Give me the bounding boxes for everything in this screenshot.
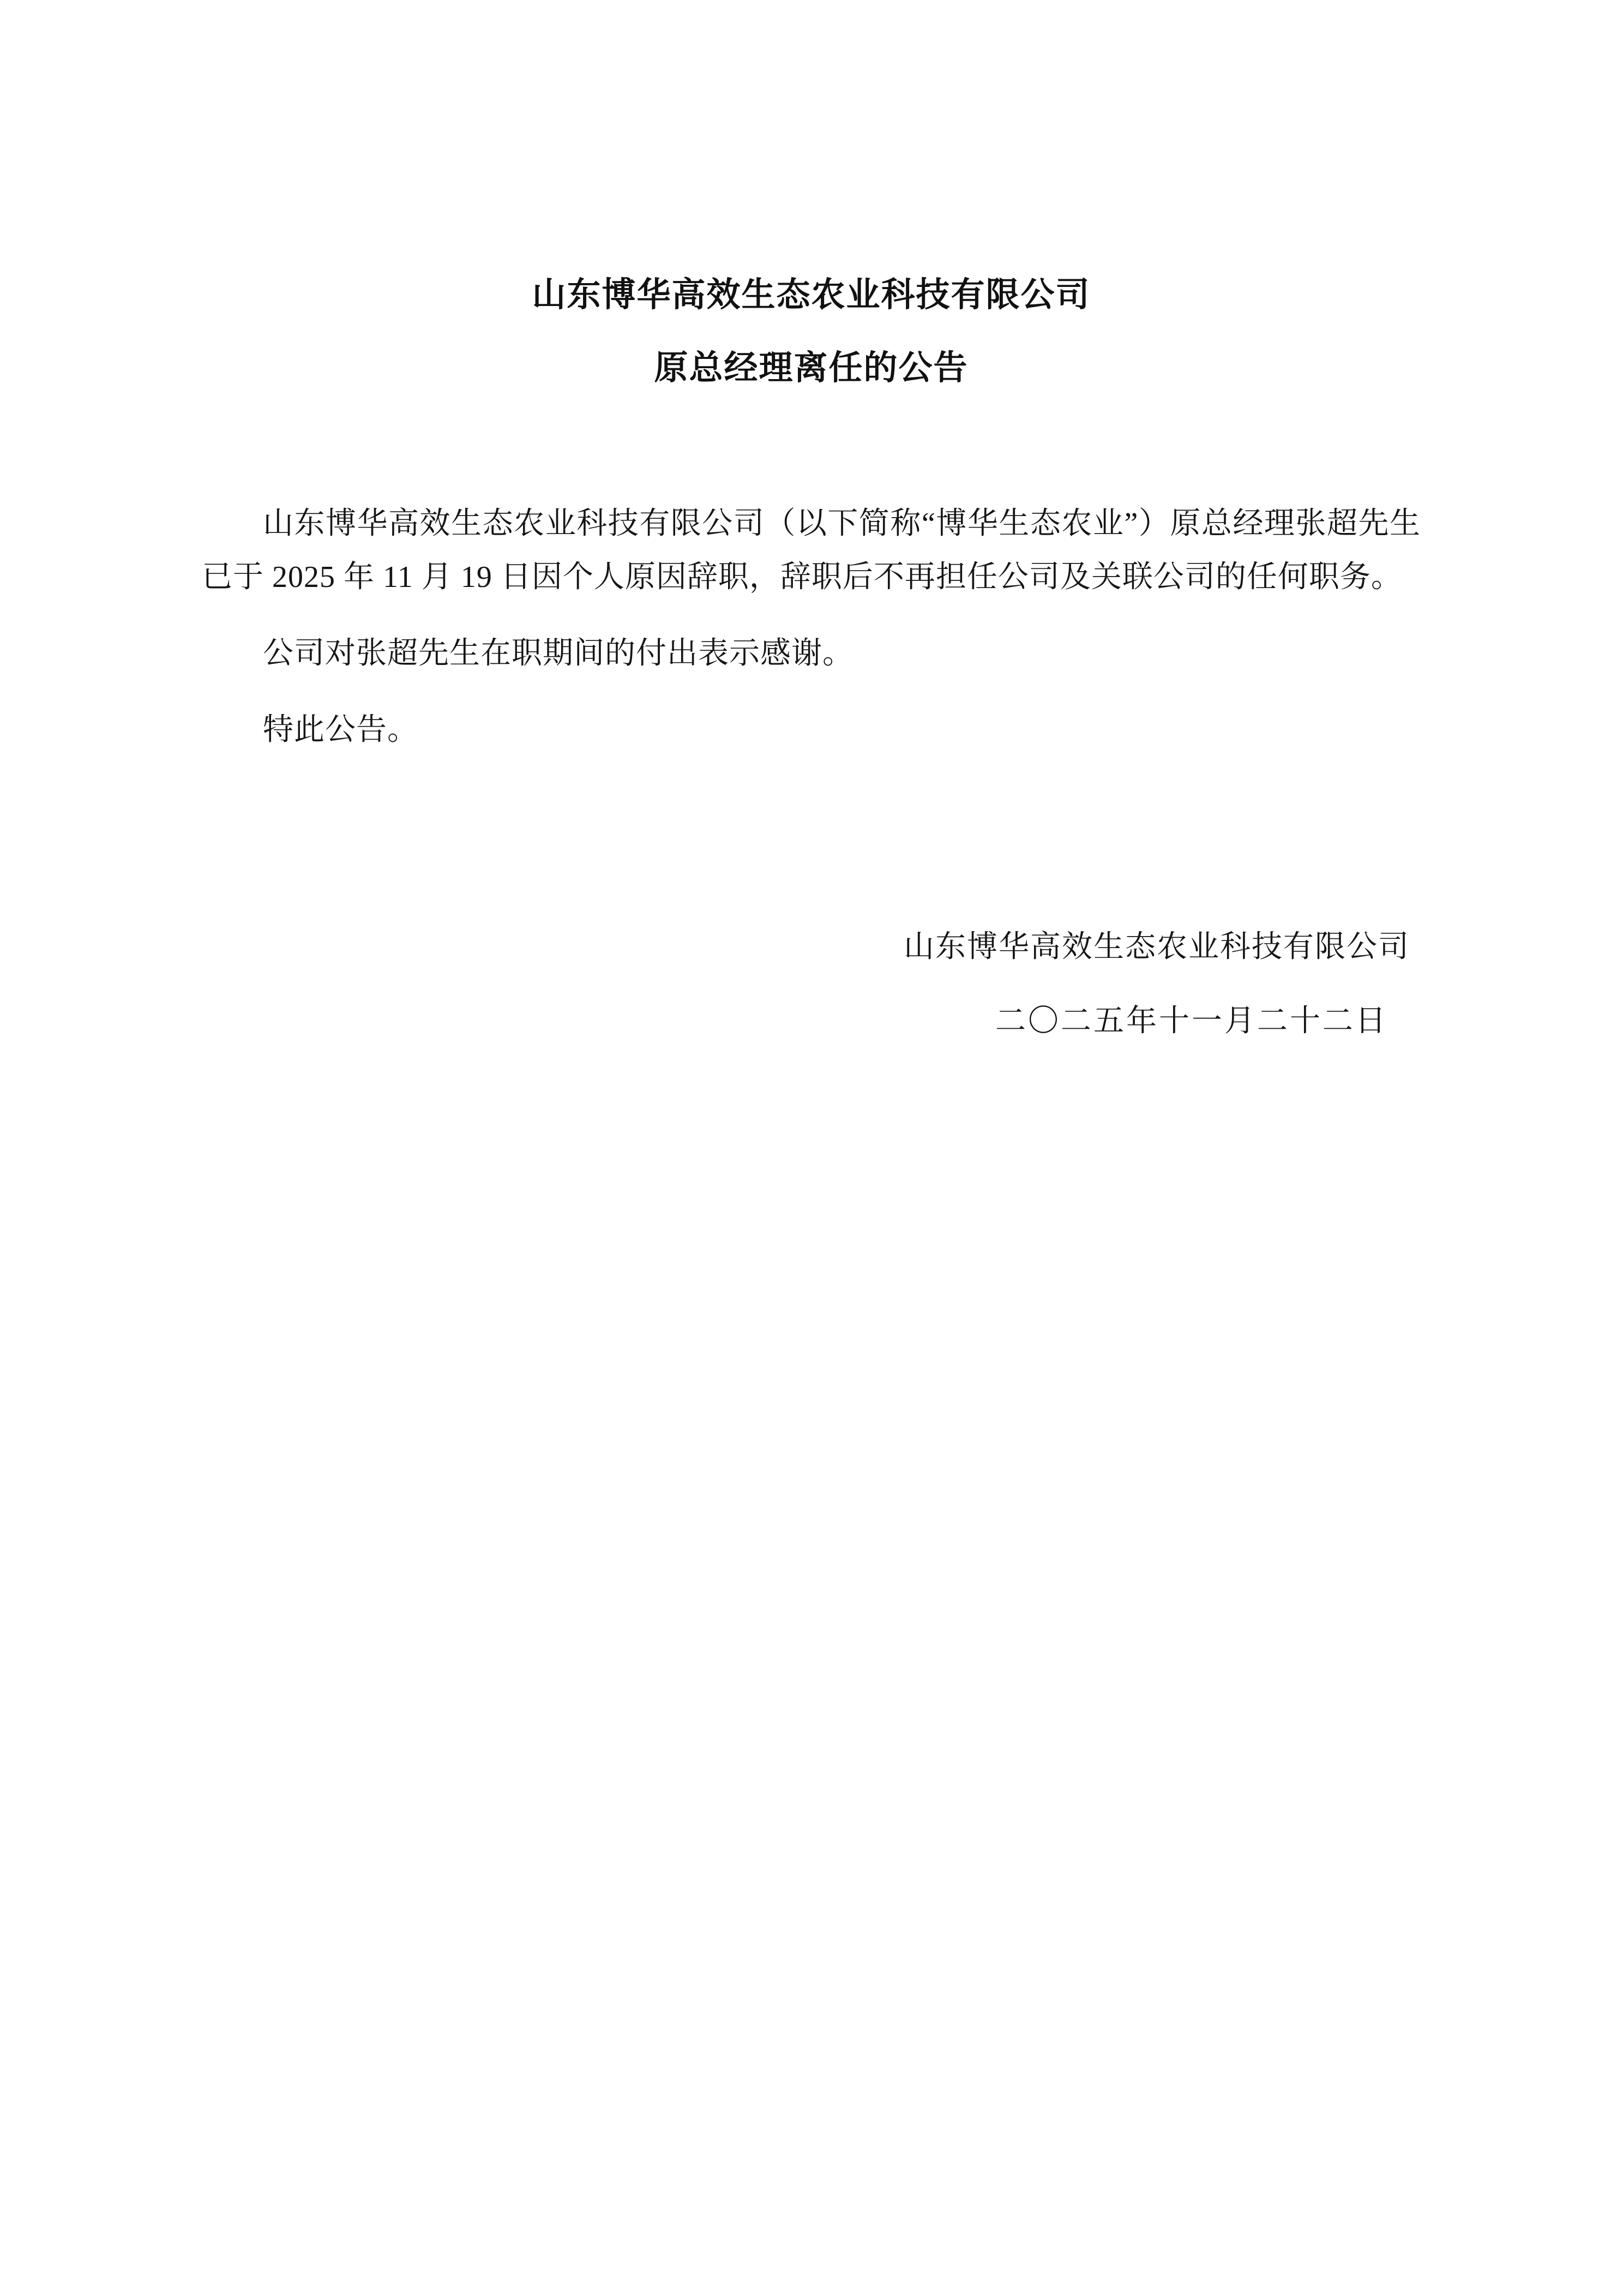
document-body bbox=[202, 497, 1421, 757]
document-signature bbox=[202, 920, 1421, 1048]
document-title bbox=[202, 278, 1421, 385]
body-paragraph-2: 公司对张超先生在职期间的付出表示感谢。 bbox=[263, 637, 853, 670]
signature-date: 二〇二五年十一月二十二日 bbox=[995, 1004, 1388, 1038]
signature-company: 山东博华高效生态农业科技有限公司 bbox=[904, 930, 1410, 964]
document-content bbox=[202, 0, 1421, 1048]
body-paragraph-3: 特此公告。 bbox=[263, 713, 418, 747]
body-paragraph-1: 山东博华高效生态农业科技有限公司（以下简称“博华生态农业”）原总经理张超先生已于 2025 年 11 月 19 日因个人原因辞职，辞职后不再担任公司及关联公司的任何职务。 bbox=[202, 507, 1421, 594]
title-line-subject: 原总经理离任的公告 bbox=[654, 350, 969, 387]
title-line-company: 山东博华高效生态农业科技有限公司 bbox=[532, 277, 1091, 314]
